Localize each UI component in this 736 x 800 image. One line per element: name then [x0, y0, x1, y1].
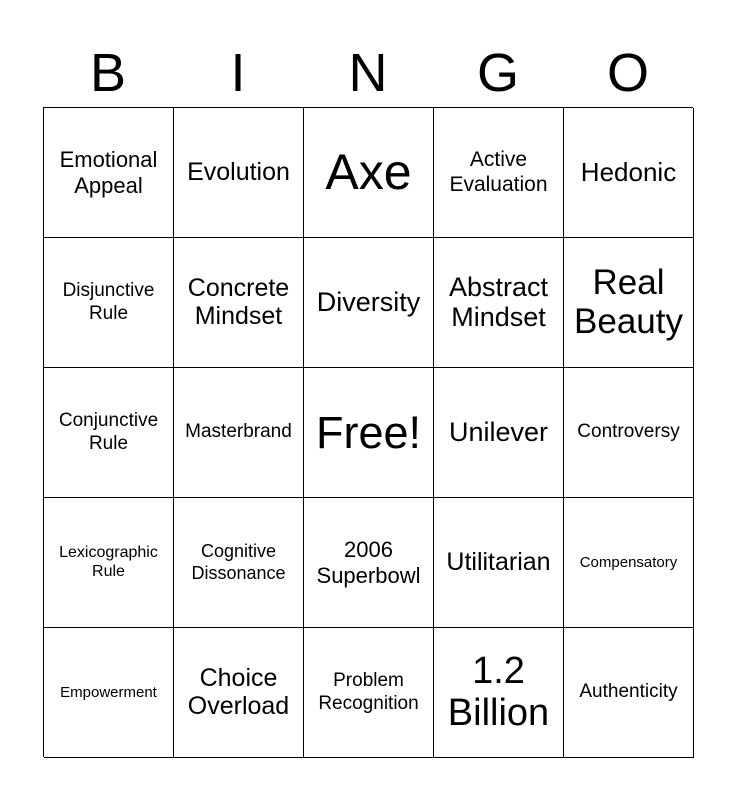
bingo-cell[interactable]: Diversity	[304, 238, 434, 368]
bingo-cell[interactable]: Concrete Mindset	[174, 238, 304, 368]
bingo-cell[interactable]: Disjunctive Rule	[44, 238, 174, 368]
bingo-cell[interactable]: Unilever	[434, 368, 564, 498]
bingo-cell[interactable]: Lexicographic Rule	[44, 498, 174, 628]
header-letter-i: I	[230, 43, 246, 103]
bingo-cell[interactable]: Compensatory	[564, 498, 694, 628]
bingo-cell[interactable]: Cognitive Dissonance	[174, 498, 304, 628]
header-letter-n: N	[348, 43, 388, 103]
bingo-cell[interactable]: Controversy	[564, 368, 694, 498]
bingo-cell[interactable]: Empowerment	[44, 628, 174, 758]
bingo-cell-free[interactable]: Free!	[304, 368, 434, 498]
bingo-cell[interactable]: Masterbrand	[174, 368, 304, 498]
bingo-cell[interactable]: Real Beauty	[564, 238, 694, 368]
bingo-board	[43, 107, 693, 757]
header-letter-g: G	[476, 43, 519, 103]
bingo-cell[interactable]: 2006 Superbowl	[304, 498, 434, 628]
bingo-cell[interactable]: Hedonic	[564, 108, 694, 238]
bingo-cell[interactable]: Active Evaluation	[434, 108, 564, 238]
bingo-cell[interactable]: Utilitarian	[434, 498, 564, 628]
bingo-header	[43, 40, 693, 106]
bingo-cell[interactable]: Abstract Mindset	[434, 238, 564, 368]
bingo-cell[interactable]: Evolution	[174, 108, 304, 238]
bingo-cell[interactable]: Authenticity	[564, 628, 694, 758]
bingo-cell[interactable]: Emotional Appeal	[44, 108, 174, 238]
bingo-cell[interactable]: Conjunctive Rule	[44, 368, 174, 498]
bingo-cell[interactable]: Problem Recognition	[304, 628, 434, 758]
bingo-cell[interactable]: Axe	[304, 108, 434, 238]
bingo-cell[interactable]: 1.2 Billion	[434, 628, 564, 758]
header-letter-o: O	[606, 43, 649, 103]
header-letter-b: B	[89, 43, 127, 103]
bingo-cell[interactable]: Choice Overload	[174, 628, 304, 758]
